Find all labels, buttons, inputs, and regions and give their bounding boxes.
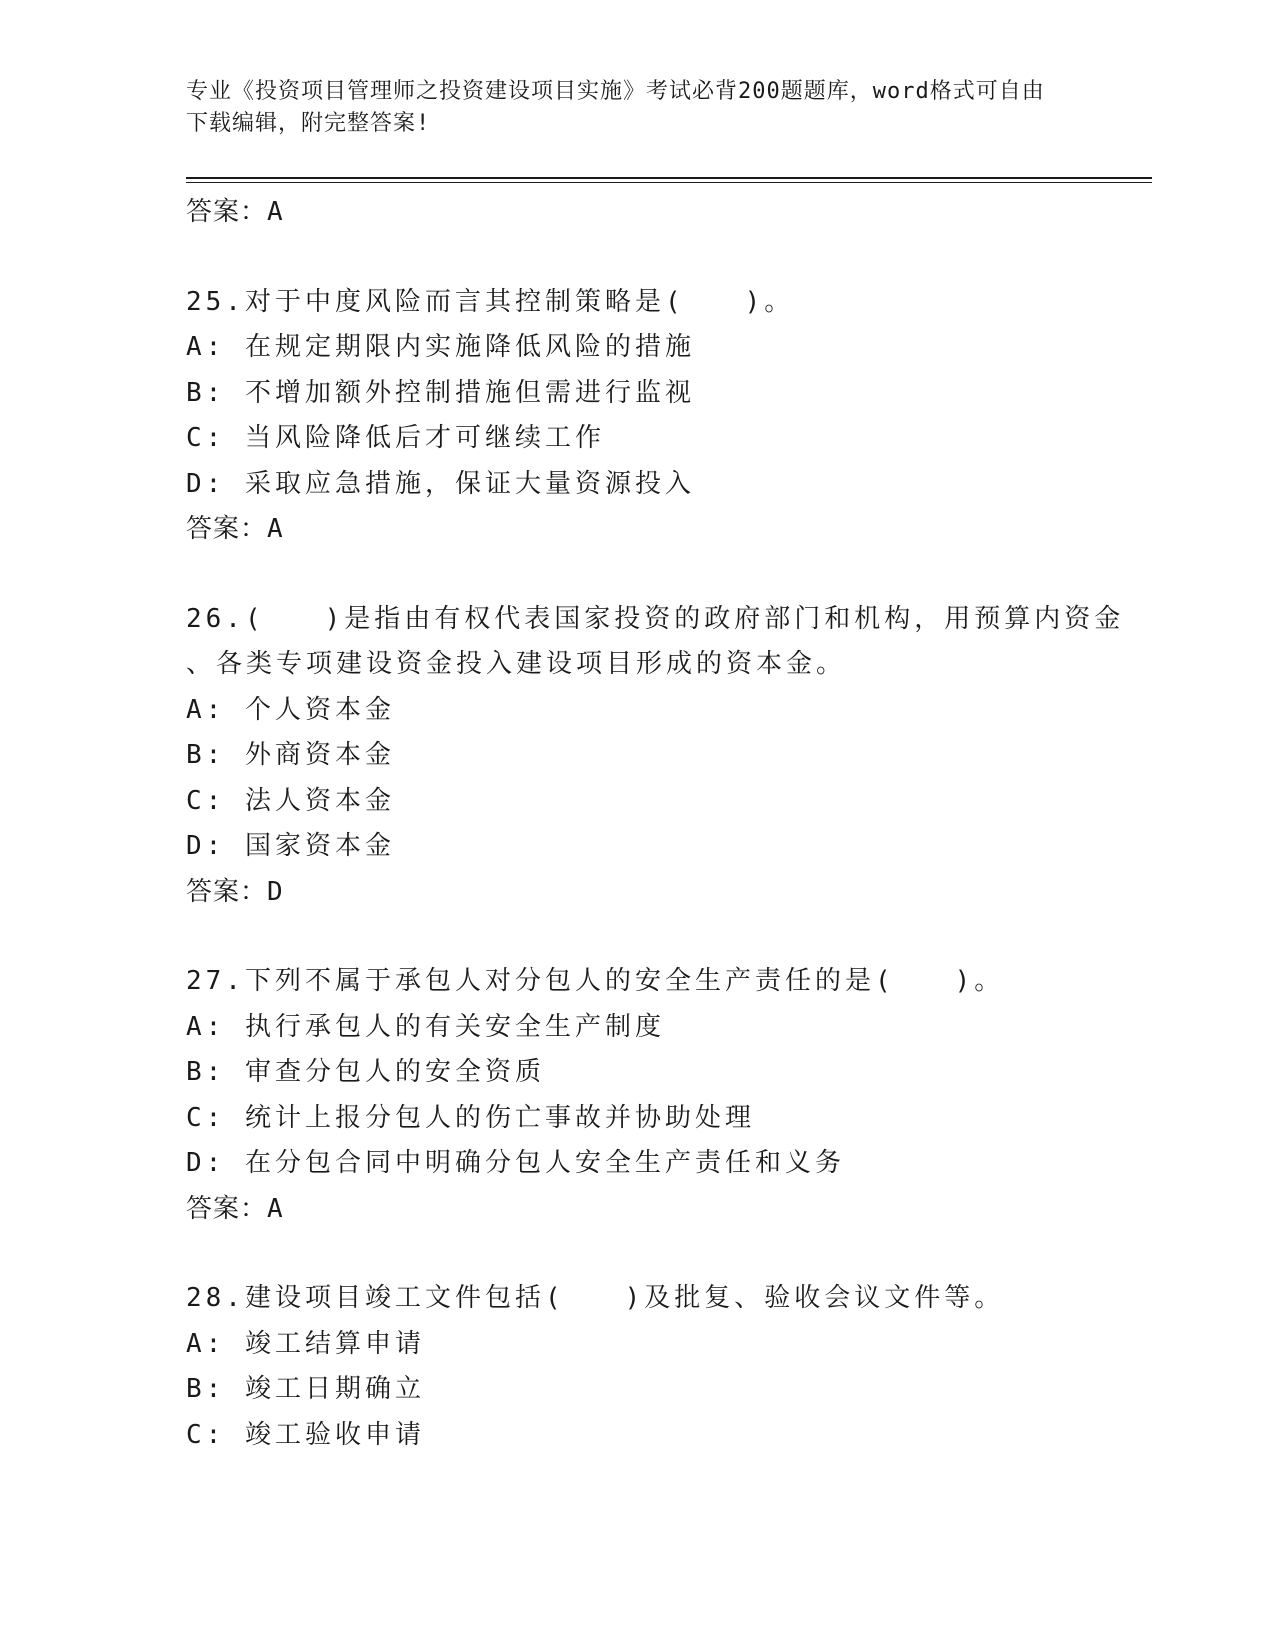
question-stem-line-2: 、各类专项建设资金投入建设项目形成的资本金。 [186, 649, 847, 679]
answer-value: A [267, 197, 284, 227]
answer-value: A [267, 1193, 284, 1224]
question-28 [186, 1276, 1076, 1458]
answer-line [186, 507, 1076, 553]
answer-value: A [267, 514, 284, 544]
option-a: A: 在规定期限内实施降低风险的措施 [186, 332, 695, 362]
option-a: A: 竣工结算申请 [186, 1328, 425, 1359]
answer-label: 答案： [186, 876, 268, 907]
spacer [186, 1232, 1076, 1276]
page-header: 专业《投资项目管理师之投资建设项目实施》考试必背200题题库，word格式可自由下载编辑，附完整答案! [186, 79, 1045, 136]
answer-line [186, 190, 1076, 236]
spacer [186, 915, 1076, 959]
answer-line [186, 1187, 1076, 1233]
option-a: A: 个人资本金 [186, 694, 395, 725]
option-b: B: 不增加额外控制措施但需进行监视 [186, 377, 695, 408]
option-d: D: 采取应急措施，保证大量资源投入 [186, 468, 695, 499]
header-rule [186, 177, 1152, 183]
question-26 [186, 597, 1125, 916]
option-a: A: 执行承包人的有关安全生产制度 [186, 1011, 665, 1042]
question-stem-line-1: 26.( )是指由有权代表国家投资的政府部门和机构，用预算内资金 [186, 603, 1125, 634]
option-c: C: 法人资本金 [186, 785, 395, 816]
question-list [186, 190, 1125, 1458]
option-d: D: 在分包合同中明确分包人安全生产责任和义务 [186, 1148, 845, 1178]
spacer [186, 553, 1076, 597]
option-c: C: 竣工验收申请 [186, 1419, 425, 1450]
question-stem: 27.下列不属于承包人对分包人的安全生产责任的是( )。 [186, 966, 1005, 996]
option-d: D: 国家资本金 [186, 831, 395, 861]
spacer [186, 236, 1076, 280]
answer-label: 答案： [186, 1193, 268, 1224]
answer-label: 答案： [186, 514, 268, 544]
option-c: C: 统计上报分包人的伤亡事故并协助处理 [186, 1102, 755, 1133]
question-25 [186, 280, 1076, 553]
answer-value: D [267, 876, 284, 907]
option-b: B: 竣工日期确立 [186, 1374, 425, 1404]
option-b: B: 审查分包人的安全资质 [186, 1057, 545, 1087]
option-b: B: 外商资本金 [186, 740, 395, 770]
option-c: C: 当风险降低后才可继续工作 [186, 423, 605, 453]
question-stem: 28.建设项目竣工文件包括( )及批复、验收会议文件等。 [186, 1283, 1005, 1313]
question-stem: 25.对于中度风险而言其控制策略是( )。 [186, 286, 795, 317]
answer-label: 答案： [186, 197, 268, 227]
answer-line [186, 870, 1076, 916]
question-27 [186, 959, 1076, 1232]
